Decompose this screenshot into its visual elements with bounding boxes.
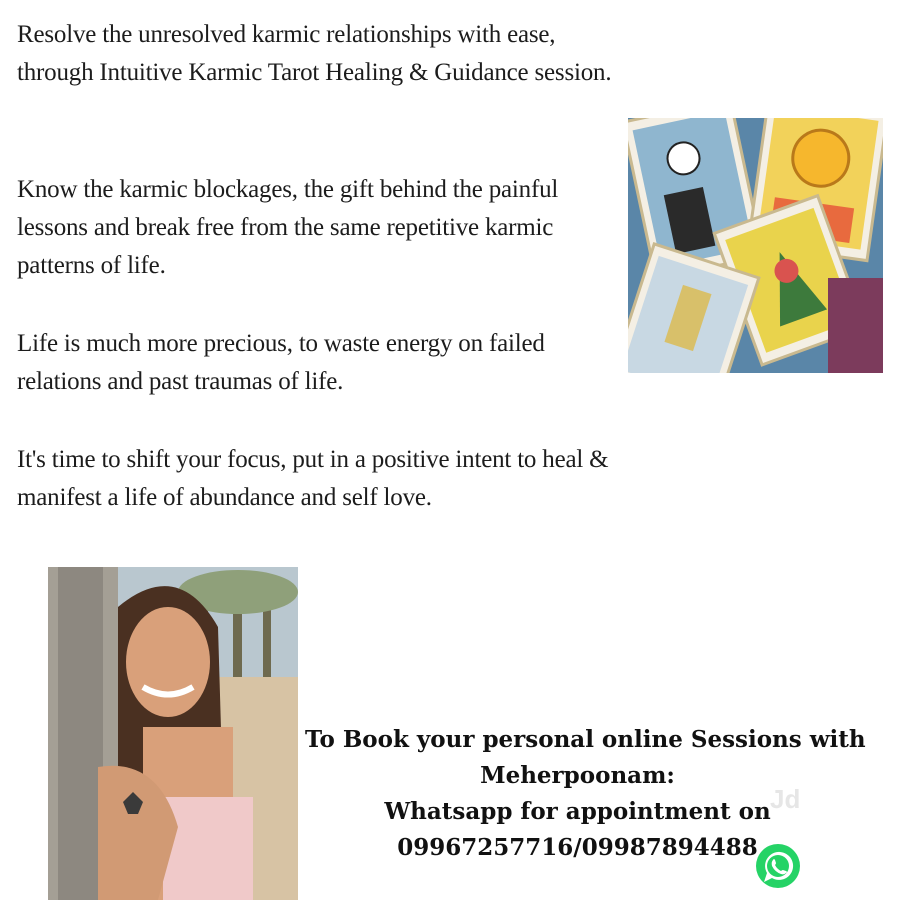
booking-line-3: Whatsapp for appointment on: [384, 798, 771, 825]
tarot-cards-image: [628, 118, 883, 373]
portrait-photo: [48, 567, 298, 900]
booking-line-1: To Book your personal online Sessions with: [305, 726, 866, 753]
intro-paragraph: Resolve the unresolved karmic relationships with ease, through Intuitive Karmic Tarot Healing & Guidance session.: [17, 21, 612, 86]
booking-phone-numbers: 09967257716/09987894488: [397, 834, 758, 861]
blockages-paragraph: Know the karmic blockages, the gift behind the painful lessons and break free from the same repetitive karmic patterns of life.: [17, 176, 559, 279]
shift-focus-paragraph: It's time to shift your focus, put in a positive intent to heal & manifest a life of abundance and self love.: [17, 446, 609, 511]
precious-life-paragraph: Life is much more precious, to waste energy on failed relations and past traumas of life.: [17, 330, 545, 395]
whatsapp-icon[interactable]: [754, 842, 802, 890]
watermark: Jd: [770, 784, 801, 814]
booking-line-2: Meherpoonam:: [480, 762, 675, 789]
